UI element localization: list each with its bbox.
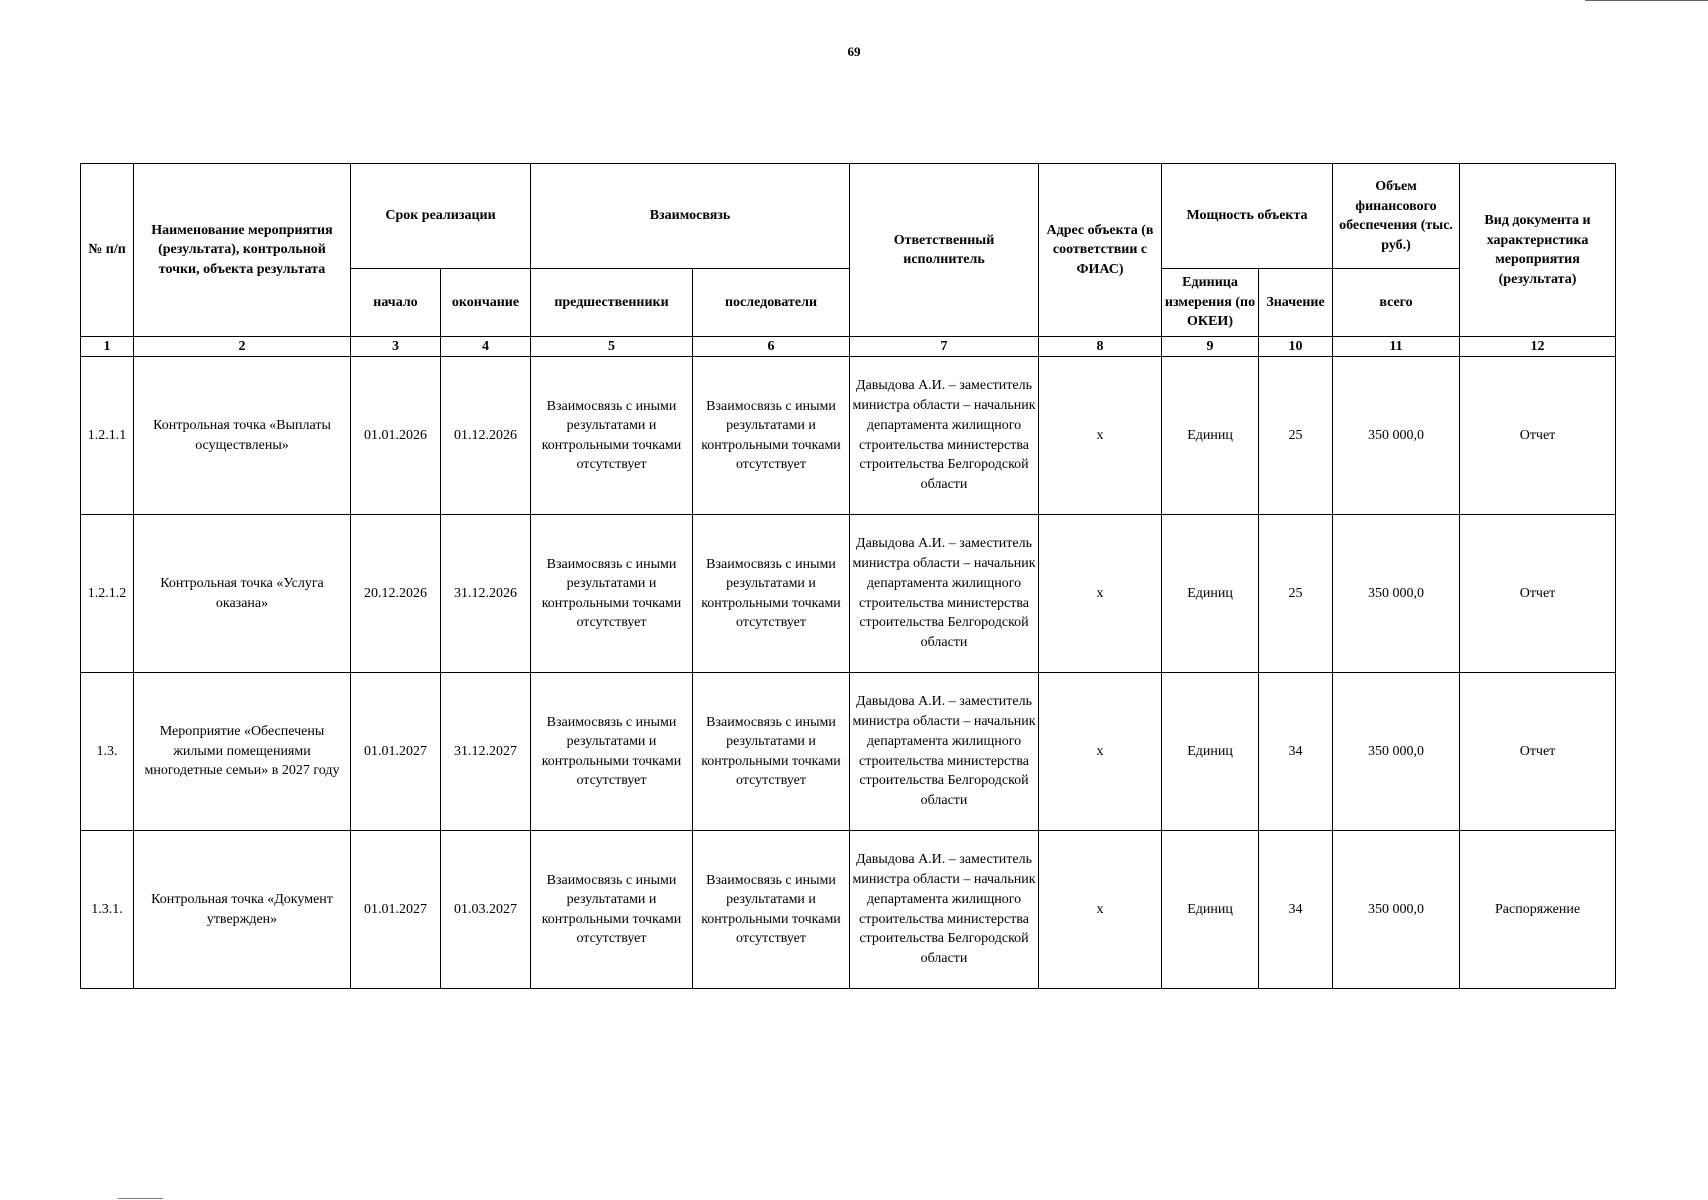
row-end-date: 01.03.2027 [441,831,531,989]
row-name: Мероприятие «Обеспечены жилыми помещениями многодетные семьи» в 2027 году [134,673,351,831]
row-start-date: 20.12.2026 [351,515,441,673]
header-doc-type: Вид документа и характеристика мероприятия (результата) [1460,164,1616,337]
row-predecessors: Взаимосвязь с иными результатами и контрольными точками отсутствует [531,673,693,831]
header-finance: Объем финансового обеспечения (тыс. руб.) [1333,164,1460,269]
row-unit: Единиц [1162,515,1259,673]
column-number-row [81,337,1616,357]
header-capacity: Мощность объекта [1162,164,1333,269]
header-link: Взаимосвязь [531,164,850,269]
row-value: 34 [1259,831,1333,989]
header-term-end: окончание [441,269,531,337]
row-finance-total: 350 000,0 [1333,673,1460,831]
header-finance-total: всего [1333,269,1460,337]
row-start-date: 01.01.2027 [351,673,441,831]
row-successors: Взаимосвязь с иными результатами и контрольными точками отсутствует [693,515,850,673]
table-row [81,831,1616,989]
header-name: Наименование мероприятия (результата), контрольной точки, объекта результата [134,164,351,337]
row-end-date: 31.12.2027 [441,673,531,831]
row-successors: Взаимосвязь с иными результатами и контрольными точками отсутствует [693,357,850,515]
row-value: 34 [1259,673,1333,831]
row-number: 1.2.1.2 [81,515,134,673]
row-unit: Единиц [1162,673,1259,831]
column-number: 12 [1460,337,1616,357]
header-link-next: последователи [693,269,850,337]
row-responsible: Давыдова А.И. – заместитель министра области – начальник департамента жилищного строительства министерства строительства Белгородской области [850,673,1039,831]
header-number: № п/п [81,164,134,337]
header-address: Адрес объекта (в соответствии с ФИАС) [1039,164,1162,337]
row-doc-type: Отчет [1460,515,1616,673]
row-name: Контрольная точка «Документ утвержден» [134,831,351,989]
header-capacity-unit: Единица измерения (по ОКЕИ) [1162,269,1259,337]
row-doc-type: Распоряжение [1460,831,1616,989]
row-finance-total: 350 000,0 [1333,357,1460,515]
row-finance-total: 350 000,0 [1333,831,1460,989]
column-number: 5 [531,337,693,357]
row-start-date: 01.01.2026 [351,357,441,515]
row-end-date: 01.12.2026 [441,357,531,515]
row-number: 1.3. [81,673,134,831]
row-responsible: Давыдова А.И. – заместитель министра области – начальник департамента жилищного строительства министерства строительства Белгородской области [850,515,1039,673]
column-number: 1 [81,337,134,357]
row-responsible: Давыдова А.И. – заместитель министра области – начальник департамента жилищного строительства министерства строительства Белгородской области [850,831,1039,989]
row-end-date: 31.12.2026 [441,515,531,673]
row-address: х [1039,515,1162,673]
row-predecessors: Взаимосвязь с иными результатами и контрольными точками отсутствует [531,357,693,515]
column-number: 11 [1333,337,1460,357]
page-number: 69 [847,44,861,59]
row-address: х [1039,673,1162,831]
column-number: 7 [850,337,1039,357]
column-number: 9 [1162,337,1259,357]
row-start-date: 01.01.2027 [351,831,441,989]
row-unit: Единиц [1162,357,1259,515]
column-number: 8 [1039,337,1162,357]
column-number: 2 [134,337,351,357]
results-table [80,163,1616,989]
column-number: 3 [351,337,441,357]
row-unit: Единиц [1162,831,1259,989]
row-responsible: Давыдова А.И. – заместитель министра области – начальник департамента жилищного строительства министерства строительства Белгородской области [850,357,1039,515]
row-value: 25 [1259,357,1333,515]
header-term: Срок реализации [351,164,531,269]
row-address: х [1039,357,1162,515]
scan-mark-top [1585,0,1708,1]
row-number: 1.2.1.1 [81,357,134,515]
row-successors: Взаимосвязь с иными результатами и контрольными точками отсутствует [693,831,850,989]
column-number: 10 [1259,337,1333,357]
table-row [81,673,1616,831]
row-predecessors: Взаимосвязь с иными результатами и контрольными точками отсутствует [531,831,693,989]
header-term-start: начало [351,269,441,337]
row-number: 1.3.1. [81,831,134,989]
row-successors: Взаимосвязь с иными результатами и контрольными точками отсутствует [693,673,850,831]
row-address: х [1039,831,1162,989]
header-responsible: Ответственный исполнитель [850,164,1039,337]
row-doc-type: Отчет [1460,673,1616,831]
header-capacity-value: Значение [1259,269,1333,337]
row-name: Контрольная точка «Выплаты осуществлены» [134,357,351,515]
scan-mark-bottom [118,1198,163,1199]
column-number: 6 [693,337,850,357]
row-name: Контрольная точка «Услуга оказана» [134,515,351,673]
row-value: 25 [1259,515,1333,673]
row-finance-total: 350 000,0 [1333,515,1460,673]
table-row [81,515,1616,673]
header-link-prev: предшественники [531,269,693,337]
row-doc-type: Отчет [1460,357,1616,515]
column-number: 4 [441,337,531,357]
table-row [81,357,1616,515]
row-predecessors: Взаимосвязь с иными результатами и контрольными точками отсутствует [531,515,693,673]
